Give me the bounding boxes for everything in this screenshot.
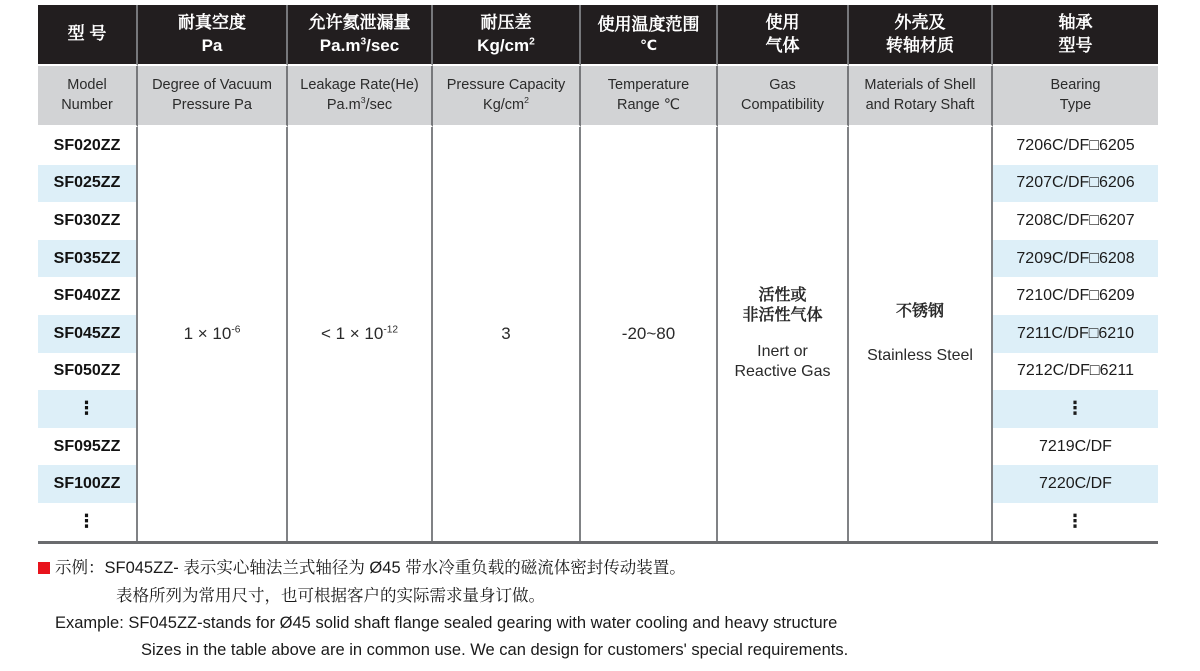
bearing-cell: 7208C/DF□6207 — [993, 202, 1158, 240]
model-cell: SF045ZZ — [38, 315, 138, 353]
header-pressure: 耐压差 $Kg/cm^2$ — [433, 5, 581, 66]
note-sizes-zh: 表格所列为常用尺寸，也可根据客户的实际需求量身订做。 — [116, 587, 545, 605]
model-cell: SF095ZZ — [38, 428, 138, 466]
subheader-leakage: Leakage Rate(He) $Pa.m^3/\sec$ — [288, 66, 433, 127]
bearing-cell: 7219C/DF — [993, 428, 1158, 466]
subheader-temperature: Temperature Range ℃ — [581, 66, 718, 127]
bearing-cell: 7212C/DF□6211 — [993, 353, 1158, 391]
pressure-value-cell: 3 — [433, 127, 581, 541]
bearing-cell: 7206C/DF□6205 — [993, 127, 1158, 165]
model-ellipsis-cell: ⋮ — [38, 503, 138, 541]
model-ellipsis-cell: ⋮ — [38, 390, 138, 428]
vacuum-value-cell: $1 \times 10^{-6}$ — [138, 127, 288, 541]
note-example-zh: 示例：SF045ZZ- 表示实心轴法兰式轴径为 Ø45 带水冷重负载的磁流体密封传动装置。 — [38, 554, 1168, 582]
bearing-cell: 7220C/DF — [993, 465, 1158, 503]
header-materials: 外壳及 转轴材质 — [849, 5, 993, 66]
bearing-ellipsis-cell: ⋮ — [993, 503, 1158, 541]
subheader-pressure: Pressure Capacity $Kg/cm^2$ — [433, 66, 581, 127]
subheader-model: Model Number — [38, 66, 138, 127]
red-square-marker — [38, 562, 50, 574]
bearing-cell: 7210C/DF□6209 — [993, 277, 1158, 315]
subheader-vacuum: Degree of Vacuum Pressure Pa — [138, 66, 288, 127]
subheader-bearing: Bearing Type — [993, 66, 1158, 127]
leakage-value-cell: < $1 \times 10^{-12}$ — [288, 127, 433, 541]
gas-value-cell: 活性或 非活性气体 Inert or Reactive Gas — [718, 127, 849, 541]
header-bearing: 轴承 型号 — [993, 5, 1158, 66]
header-temperature: 使用温度范围 ℃ — [581, 5, 718, 66]
materials-value-cell: 不锈钢 Stainless Steel — [849, 127, 993, 541]
bearing-cell: 7207C/DF□6206 — [993, 165, 1158, 203]
note-sizes-en: Sizes in the table above are in common use. We can design for customers' special requirements. — [141, 641, 849, 659]
model-cell: SF025ZZ — [38, 165, 138, 203]
bearing-ellipsis-cell: ⋮ — [993, 390, 1158, 428]
model-cell: SF035ZZ — [38, 240, 138, 278]
footnotes — [38, 554, 1168, 664]
bearing-cell: 7211C/DF□6210 — [993, 315, 1158, 353]
header-gas: 使用 气体 — [718, 5, 849, 66]
temperature-value-cell: -20~80 — [581, 127, 718, 541]
model-cell: SF020ZZ — [38, 127, 138, 165]
bearing-cell: 7209C/DF□6208 — [993, 240, 1158, 278]
note-example-en: Example: SF045ZZ-stands for Ø45 solid shaft flange sealed gearing with water cooling and heavy structure — [55, 614, 838, 632]
subheader-materials: Materials of Shell and Rotary Shaft — [849, 66, 993, 127]
subheader-gas: Gas Compatibility — [718, 66, 849, 127]
header-model — [38, 5, 138, 66]
model-cell: SF040ZZ — [38, 277, 138, 315]
header-vacuum: 耐真空度 Pa — [138, 5, 288, 66]
model-cell: SF100ZZ — [38, 465, 138, 503]
model-cell: SF050ZZ — [38, 353, 138, 391]
header-model-zh: 型 号 — [67, 24, 107, 44]
product-spec-table — [38, 5, 1158, 544]
model-cell: SF030ZZ — [38, 202, 138, 240]
header-leakage: 允许氦泄漏量 $Pa.m^3/\sec$ — [288, 5, 433, 66]
